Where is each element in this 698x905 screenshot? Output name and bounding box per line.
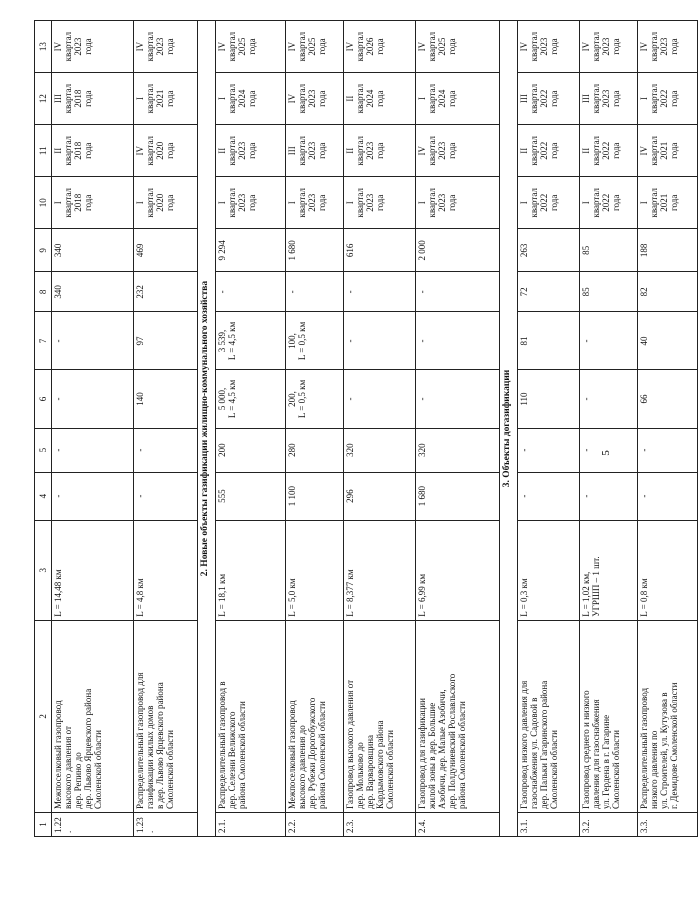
- col5-value: 280: [286, 428, 344, 472]
- col5-value: 320: [344, 428, 416, 472]
- col8-value: 72: [518, 272, 580, 312]
- capacity: L = 18,1 км: [216, 520, 286, 620]
- capacity: L = 6,99 км: [416, 520, 500, 620]
- col6-value: 5 000, L = 4,5 км: [216, 370, 286, 428]
- section-header-row: [198, 21, 216, 837]
- col5-value: 320: [416, 428, 500, 472]
- column-numbers-row: [35, 21, 52, 837]
- object-name: Распределительный газопровод в дер. Селезни Велижского района Смоленской области: [216, 620, 286, 812]
- capacity: L = 1,02 км, УГРШП – 1 шт.: [580, 520, 638, 620]
- col8-value: 82: [638, 272, 698, 312]
- table-body: [35, 21, 698, 837]
- start-date: I квартал 2020 года: [134, 177, 198, 229]
- total-value: 9 294: [216, 229, 286, 272]
- stage2-date: II квартал 2023 года: [216, 125, 286, 177]
- end-date: IV квартал 2025 года: [216, 21, 286, 73]
- stage3-date: II квартал 2024 года: [344, 73, 416, 125]
- start-date: I квартал 2018 года: [52, 177, 134, 229]
- col7-value: 81: [518, 312, 580, 370]
- col7-value: -: [52, 312, 134, 370]
- row-number: 3.3.: [638, 812, 698, 836]
- page-number: 5: [600, 450, 612, 456]
- stage2-date: IV квартал 2020 года: [134, 125, 198, 177]
- end-date: IV квартал 2023 года: [580, 21, 638, 73]
- col7-value: -: [344, 312, 416, 370]
- col5-value: -: [134, 428, 198, 472]
- end-date: IV квартал 2025 года: [286, 21, 344, 73]
- section-title: 2. Новые объекты газификации жилищно-коммунального хозяйства: [198, 21, 216, 837]
- row-number: 3.1.: [518, 812, 580, 836]
- stage2-date: III квартал 2023 года: [286, 125, 344, 177]
- column-number: 4: [35, 472, 52, 520]
- stage2-date: IV квартал 2023 года: [416, 125, 500, 177]
- col6-value: 110: [518, 370, 580, 428]
- stage3-date: III квартал 2018 года: [52, 73, 134, 125]
- col4-value: 1 680: [416, 472, 500, 520]
- end-date: IV квартал 2023 года: [134, 21, 198, 73]
- total-value: 2 000: [416, 229, 500, 272]
- col5-value: -: [52, 428, 134, 472]
- column-number: 6: [35, 370, 52, 428]
- object-name: Межпоселковый газопровод высокого давления от дер. Репино до дер. Львово Ярцевского района Смоленской области: [52, 620, 134, 812]
- object-name: Газопровод среднего и низкого давления для газоснабжения ул. Гердена в г. Гагарине Смоленской области: [580, 620, 638, 812]
- col4-value: 296: [344, 472, 416, 520]
- column-number: 5: [35, 428, 52, 472]
- col4-value: -: [638, 472, 698, 520]
- col6-value: 140: [134, 370, 198, 428]
- stage3-date: I квартал 2024 года: [216, 73, 286, 125]
- col4-value: -: [134, 472, 198, 520]
- stage3-date: III квартал 2022 года: [518, 73, 580, 125]
- col8-value: 232: [134, 272, 198, 312]
- col5-value: 200: [216, 428, 286, 472]
- col7-value: -: [580, 312, 638, 370]
- col6-value: -: [52, 370, 134, 428]
- table-row: [416, 21, 500, 837]
- col4-value: -: [518, 472, 580, 520]
- stage2-date: II квартал 2022 года: [580, 125, 638, 177]
- end-date: IV квартал 2025 года: [416, 21, 500, 73]
- stage2-date: II квартал 2022 года: [518, 125, 580, 177]
- column-number: 10: [35, 177, 52, 229]
- col4-value: 555: [216, 472, 286, 520]
- capacity: L = 4,8 км: [134, 520, 198, 620]
- col7-value: -: [416, 312, 500, 370]
- table-row: [286, 21, 344, 837]
- start-date: I квартал 2023 года: [216, 177, 286, 229]
- object-name: Распределительный газопровод низкого давления по ул. Строителей, ул. Кутузова в г. Демидове Смоленской области: [638, 620, 698, 812]
- col8-value: -: [286, 272, 344, 312]
- program-table: [34, 20, 698, 837]
- total-value: 1 680: [286, 229, 344, 272]
- column-number: 11: [35, 125, 52, 177]
- object-name: Газопровод низкого давления для газоснабжения ул. Садовой в дер. Пальки Гагаринского района Смоленской области: [518, 620, 580, 812]
- col7-value: 40: [638, 312, 698, 370]
- row-number: 3.2.: [580, 812, 638, 836]
- start-date: I квартал 2023 года: [344, 177, 416, 229]
- start-date: I квартал 2021 года: [638, 177, 698, 229]
- col6-value: 200, L = 0,5 км: [286, 370, 344, 428]
- col8-value: 85: [580, 272, 638, 312]
- stage2-date: II квартал 2023 года: [344, 125, 416, 177]
- end-date: IV квартал 2026 года: [344, 21, 416, 73]
- stage3-date: I квартал 2024 года: [416, 73, 500, 125]
- object-name: Газопровод высокого давления от дер. Мольково до дер. Варваровщина Кардымовского района Смоленской области: [344, 620, 416, 812]
- section-header-row: [500, 21, 518, 837]
- object-name: Распределительный газопровод для газификации жилых домов в дер. Львово Ярцевского района Смоленской области: [134, 620, 198, 812]
- column-number: 7: [35, 312, 52, 370]
- capacity: L = 0,3 км: [518, 520, 580, 620]
- stage3-date: I квартал 2022 года: [638, 73, 698, 125]
- col8-value: -: [344, 272, 416, 312]
- col5-value: -: [518, 428, 580, 472]
- col8-value: 340: [52, 272, 134, 312]
- row-number: 2.1.: [216, 812, 286, 836]
- row-number: 2.3.: [344, 812, 416, 836]
- table-row: [216, 21, 286, 837]
- col4-value: -: [52, 472, 134, 520]
- col6-value: -: [416, 370, 500, 428]
- column-number: 9: [35, 229, 52, 272]
- stage3-date: III квартал 2023 года: [580, 73, 638, 125]
- start-date: I квартал 2023 года: [286, 177, 344, 229]
- column-number: 1: [35, 812, 52, 836]
- table-row: [580, 21, 638, 837]
- total-value: 85: [580, 229, 638, 272]
- col7-value: 97: [134, 312, 198, 370]
- col8-value: -: [216, 272, 286, 312]
- column-number: 12: [35, 73, 52, 125]
- start-date: I квартал 2022 года: [580, 177, 638, 229]
- table-row: [52, 21, 134, 837]
- table-row: [344, 21, 416, 837]
- object-name: Газопровод для газификации жилой зоны в дер. Большие Азобичи, дер. Малые Азобичи, дер. Полдуниевский Рославльского района Смоленской области: [416, 620, 500, 812]
- start-date: I квартал 2022 года: [518, 177, 580, 229]
- col5-value: -: [580, 428, 638, 472]
- table-row: [638, 21, 698, 837]
- start-date: I квартал 2023 года: [416, 177, 500, 229]
- stage2-date: IV квартал 2021 года: [638, 125, 698, 177]
- column-number: 2: [35, 620, 52, 812]
- col6-value: 66: [638, 370, 698, 428]
- row-number: 2.4.: [416, 812, 500, 836]
- col4-value: 1 100: [286, 472, 344, 520]
- col8-value: -: [416, 272, 500, 312]
- capacity: L = 14,48 км: [52, 520, 134, 620]
- total-value: 188: [638, 229, 698, 272]
- total-value: 616: [344, 229, 416, 272]
- col7-value: 100, L = 0,5 км: [286, 312, 344, 370]
- column-number: 3: [35, 520, 52, 620]
- object-name: Межпоселковый газопровод высокого давления до дер. Рубежи Дорогобужского района Смоленской области: [286, 620, 344, 812]
- total-value: 263: [518, 229, 580, 272]
- column-number: 13: [35, 21, 52, 73]
- col7-value: 3 539, L = 4,5 км: [216, 312, 286, 370]
- total-value: 469: [134, 229, 198, 272]
- end-date: IV квартал 2023 года: [518, 21, 580, 73]
- stage2-date: II квартал 2018 года: [52, 125, 134, 177]
- col4-value: -: [580, 472, 638, 520]
- column-number: 8: [35, 272, 52, 312]
- total-value: 340: [52, 229, 134, 272]
- end-date: IV квартал 2023 года: [52, 21, 134, 73]
- end-date: IV квартал 2023 года: [638, 21, 698, 73]
- row-number: 1.23.: [134, 812, 198, 836]
- table-row: [518, 21, 580, 837]
- section-title: 3. Объекты догазификации: [500, 21, 518, 837]
- row-number: 2.2.: [286, 812, 344, 836]
- col5-value: -: [638, 428, 698, 472]
- capacity: L = 8,377 км: [344, 520, 416, 620]
- stage3-date: IV квартал 2023 года: [286, 73, 344, 125]
- capacity: L = 5,0 км: [286, 520, 344, 620]
- col6-value: -: [344, 370, 416, 428]
- capacity: L = 0,8 км: [638, 520, 698, 620]
- table-row: [134, 21, 198, 837]
- row-number: 1.22.: [52, 812, 134, 836]
- stage3-date: I квартал 2021 года: [134, 73, 198, 125]
- col6-value: -: [580, 370, 638, 428]
